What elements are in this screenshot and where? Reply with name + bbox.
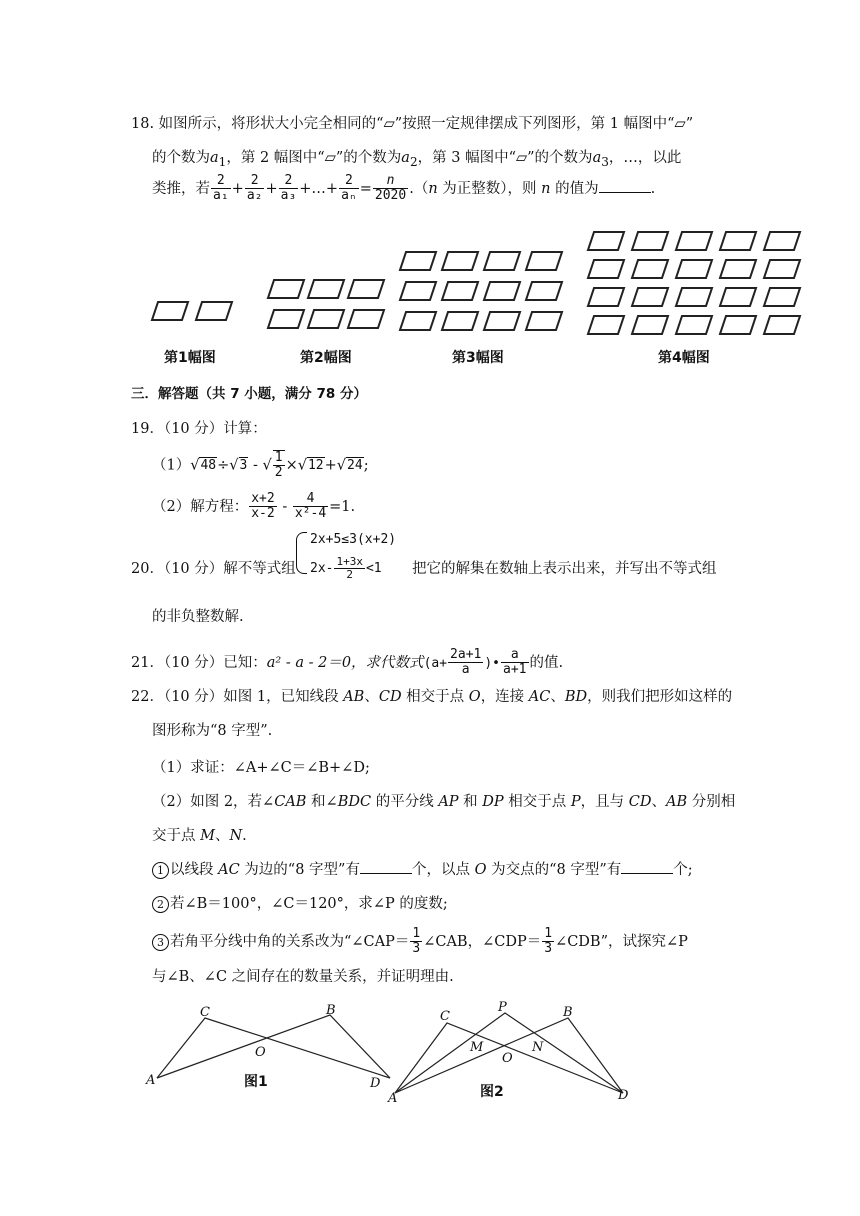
fraction-1: $\frac{2}{\text{a₁}}$ — [213, 173, 229, 204]
svg-text:B: B — [326, 1003, 336, 1018]
parallelogram-shape — [484, 282, 520, 300]
system-brace — [296, 532, 307, 574]
q19-part2: （2）解方程： $\frac{x+2}{x-2}$ - $\frac{4}{\text{x²-4}}$ =1. — [152, 491, 356, 522]
parallelogram-shape — [764, 288, 800, 306]
eight-shape-figures — [140, 998, 640, 1108]
svg-text:N: N — [532, 1040, 544, 1055]
parallelogram-shape — [588, 288, 624, 306]
circled-number-1: 1 — [152, 862, 169, 879]
parallelogram-icon: ▱ — [324, 150, 336, 166]
figure-caption-4: 第4幅图 — [658, 350, 710, 366]
parallelogram-shape — [400, 282, 436, 300]
q22-sub2: 2 若∠B＝100°，∠C＝120°，求∠P 的度数; — [152, 892, 448, 913]
parallelogram-shape — [526, 312, 562, 330]
parallelogram-icon: ▱ — [383, 116, 395, 132]
figure-caption-1: 第1幅图 — [164, 350, 216, 366]
parallelogram-shape — [152, 302, 188, 320]
parallelogram-shape — [484, 312, 520, 330]
svg-text:O: O — [255, 1045, 266, 1060]
q22-sub3: 3 若角平分线中角的关系改为“∠CAP＝ $\frac{1}{3}$ ∠CAB，∠CDP＝ $\frac{1}{3}$ ∠CDB”，试探究∠P — [152, 927, 688, 957]
answer-blank-2[interactable] — [621, 861, 673, 874]
parallelogram-shape — [308, 280, 344, 298]
svg-text:D: D — [370, 1076, 381, 1091]
parallelogram-icon: ▱ — [515, 150, 528, 166]
fig1-segment-A-C-D — [157, 1018, 390, 1078]
parallelogram-shape — [676, 288, 712, 306]
parallelogram-shape — [720, 232, 756, 250]
svg-text:D: D — [618, 1088, 629, 1103]
svg-text:P: P — [498, 1000, 507, 1015]
parallelogram-shape — [764, 316, 800, 334]
q18-line2: 的个数为$a_1$，第 2 幅图中“▱”的个数为$a_2$，第 3 幅图中“▱”的个数为$a_3$，…，以此 — [152, 150, 682, 169]
parallelogram-shape — [676, 232, 712, 250]
half-fraction: $\frac{1}{2}$ — [274, 450, 283, 481]
parallelogram-shape — [632, 316, 668, 334]
parallelogram-shape — [720, 288, 756, 306]
parallelogram-shape — [484, 252, 520, 270]
q20-tail: 把它的解集在数轴上表示出来，并写出不等式组 — [412, 561, 717, 577]
fraction-2: $\frac{2}{\text{a₂}}$ — [246, 173, 263, 204]
parallelogram-shape — [400, 312, 436, 330]
section-heading: 三．解答题（共 7 小题，满分 78 分） — [131, 386, 367, 402]
q22-part1: （1）求证：∠A+∠C＝∠B+∠D; — [152, 760, 370, 776]
svg-text:A: A — [146, 1073, 156, 1088]
circled-number-3: 3 — [152, 934, 169, 951]
parallelogram-shape — [632, 260, 668, 278]
q20-heading: 20．（10 分）解不等式组 — [131, 561, 296, 577]
parallelogram-shape — [632, 232, 668, 250]
q22-part2-line2: 交于点 M、N. — [152, 828, 247, 844]
q22-line2: 图形称为“8 字型”. — [152, 723, 273, 739]
parallelogram-icon: ▱ — [674, 116, 686, 132]
svg-text:B: B — [563, 1005, 573, 1020]
q18-line1: 18. 如图所示，将形状大小完全相同的“▱”按照一定规律摆成下列图形，第 1 幅图中“▱” — [131, 116, 694, 132]
parallelogram-pattern-figure — [140, 222, 820, 370]
svg-text:O: O — [502, 1051, 513, 1066]
q22-part2-line1: （2）如图 2，若∠CAB 和∠BDC 的平分线 AP 和 DP 相交于点 P，且与 CD、AB 分别相 — [152, 794, 736, 810]
parallelogram-shape — [676, 260, 712, 278]
answer-blank-1[interactable] — [360, 861, 412, 874]
inequality-2: 2x- $\frac{1+3x}{2}$ <1 — [310, 555, 382, 582]
parallelogram-shape — [348, 280, 384, 298]
q18-line3: 类推，若 $\frac{2}{\text{a₁}}$ + $\frac{2}{\text{a₂}}$ + $\frac{2}{\text{a₃}}$ +…+ $\frac{2}{\text{aₙ}}$ = $\frac{n}{2020}$ .（n 为正整数），则 n 的值为 . — [152, 173, 656, 204]
q22-sub3-line2: 与∠B、∠C 之间存在的数量关系，并证明理由. — [152, 969, 454, 985]
equation-fraction-1: $\frac{x+2}{x-2}$ — [251, 491, 275, 522]
q20-line2: 的非负整数解. — [152, 609, 244, 625]
fraction-n: $\frac{2}{\text{aₙ}}$ — [341, 173, 357, 204]
parallelogram-shape — [632, 288, 668, 306]
parallelogram-shape — [588, 316, 624, 334]
figure-caption-2: 第2幅图 — [300, 350, 352, 366]
q21: 21．（10 分）已知：a² - a - 2＝0，求代数式(a+ $\frac{2a+1}{a}$ )• $\frac{a}{a+1}$ 的值. — [131, 647, 564, 678]
parallelogram-shape — [442, 312, 478, 330]
parallelogram-shape — [588, 260, 624, 278]
q19-heading: 19．（10 分）计算： — [131, 421, 267, 437]
parallelogram-shape — [268, 310, 304, 328]
parallelogram-shape — [268, 280, 304, 298]
parallelogram-shape — [348, 310, 384, 328]
inequality-1: 2x+5≤3(x+2) — [310, 532, 397, 547]
svg-text:A: A — [388, 1091, 398, 1106]
parallelogram-shape — [720, 316, 756, 334]
q22-line1: 22．（10 分）如图 1，已知线段 AB、CD 相交于点 O，连接 AC、BD，则我们把形如这样的 — [131, 689, 733, 705]
q19-part1: （1）√48÷√3 - √ $\frac{1}{2}$ ×√12+√24; — [152, 450, 369, 481]
svg-text:C: C — [200, 1005, 210, 1020]
q22-sub1: 1 以线段 AC 为边的“8 字型”有 个，以点 O 为交点的“8 字型”有 个; — [152, 858, 693, 879]
fraction-rhs: $\frac{n}{2020}$ — [374, 173, 407, 204]
parallelogram-shape — [526, 252, 562, 270]
parallelogram-shape — [196, 302, 232, 320]
figure-1-caption: 图1 — [244, 1074, 268, 1090]
parallelogram-shape — [442, 282, 478, 300]
figure-2-caption: 图2 — [480, 1084, 504, 1100]
parallelogram-shape — [764, 260, 800, 278]
parallelogram-shape — [308, 310, 344, 328]
parallelogram-shape — [676, 316, 712, 334]
figure-caption-3: 第3幅图 — [452, 350, 504, 366]
parallelogram-shape — [764, 232, 800, 250]
svg-text:M: M — [470, 1040, 484, 1055]
svg-text:C: C — [440, 1009, 450, 1024]
parallelogram-shape — [588, 232, 624, 250]
equation-fraction-2: $\frac{4}{\text{x²-4}}$ — [294, 491, 327, 522]
parallelogram-shape — [526, 282, 562, 300]
answer-blank[interactable] — [599, 180, 651, 193]
fig1-segment-A-B-D — [157, 1015, 390, 1078]
parallelogram-shape — [442, 252, 478, 270]
parallelogram-shape — [400, 252, 436, 270]
parallelogram-shape — [720, 260, 756, 278]
circled-number-2: 2 — [152, 896, 169, 913]
fraction-3: $\frac{2}{\text{a₃}}$ — [280, 173, 297, 204]
